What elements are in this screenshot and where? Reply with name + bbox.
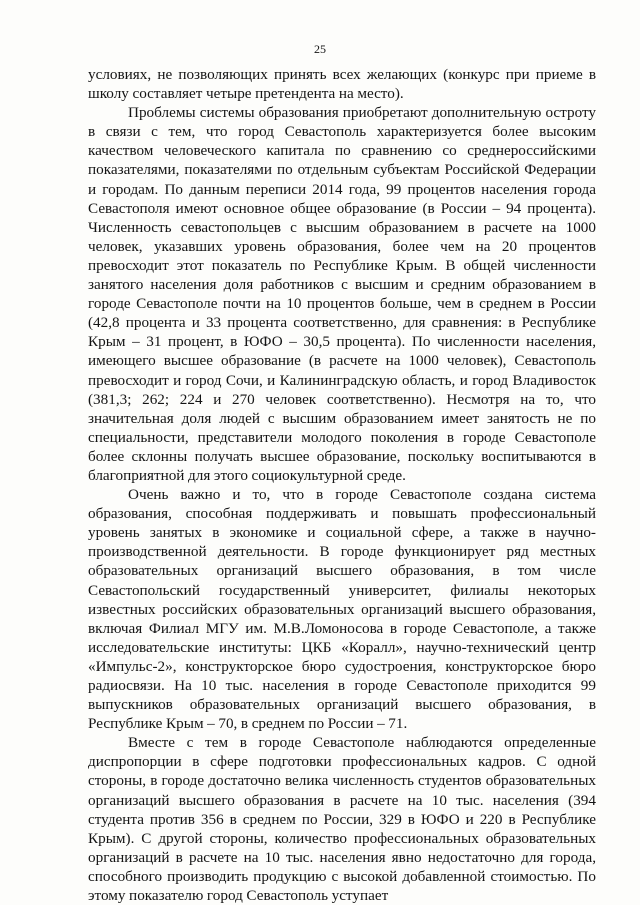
paragraph-education-problems: Проблемы системы образования приобретают дополнительную остроту в связи с тем, что город Севастополь характеризуется более высоким качеством человеческого капитала по сравнению со среднероссийскими показателями, показателями по отдельным субъектам Российской Федерации и городам. По данным переписи 2014 года, 99 процентов населения города Севастополя имеют основное общее образование (в России – 94 процента). Численность севастопольцев с высшим образованием в расчете на 1000 человек, указавших уровень образования, более чем на 20 процентов превосходит этот показатель по Республике Крым. В общей численности занятого населения доля работников с высшим и средним образованием в городе Севастополе почти на 10 процентов больше, чем в среднем в России (42,8 процента и 33 процента соответственно, для сравнения: в Республике Крым – 31 процент, в ЮФО – 30,5 процента). По численности населения, имеющего высшее образование (в расчете на 1000 человек), Севастополь превосходит и город Сочи, и Калининградскую область, и город Владивосток (381,3; 262; 224 и 270 человек соответственно). Несмотря на то, что значительная доля людей с высшим образованием имеет занятость не по специальности, представители молодого поколения в городе Севастополе более склонны получать высшее образование, поскольку воспитываются в благоприятной для этого социокультурной среде. [88,104,596,484]
paragraph-disproportions: Вместе с тем в городе Севастополе наблюдаются определенные диспропорции в сфере подготовки профессиональных кадров. С одной стороны, в городе достаточно велика численность студентов образовательных организаций высшего образования в расчете на 10 тыс. населения (394 студента против 356 в среднем по России, 329 в ЮФО и 220 в Республике Крым). С другой стороны, количество профессиональных образовательных организаций в расчете на 10 тыс. населения явно недостаточно для города, способного производить продукцию с высокой добавленной стоимостью. По этому показателю город Севастополь уступает [88,734,596,905]
paragraph-education-system: Очень важно и то, что в городе Севастополе создана система образования, способная поддерживать и повышать профессиональный уровень занятых в экономике и социальной сфере, а также в научно-производственной деятельности. В городе функционирует ряд местных образовательных организаций высшего образования, в том числе Севастопольский государственный университет, филиалы некоторых известных российских образовательных организаций высшего образования, включая Филиал МГУ им. М.В.Ломоносова в городе Севастополе, а также исследовательские институты: ЦКБ «Коралл», научно-технический центр «Импульс-2», конструкторское бюро судостроения, конструкторское бюро радиосвязи. На 10 тыс. населения в городе Севастополе приходится 99 выпускников образовательных организаций высшего образования, в Республике Крым – 70, в среднем по России – 71. [88,486,596,733]
paragraph-continuation: условиях, не позволяющих принять всех желающих (конкурс при приеме в школу составляет четыре претендента на место). [88,66,596,103]
page-number: 25 [314,42,326,56]
document-body [88,65,596,905]
